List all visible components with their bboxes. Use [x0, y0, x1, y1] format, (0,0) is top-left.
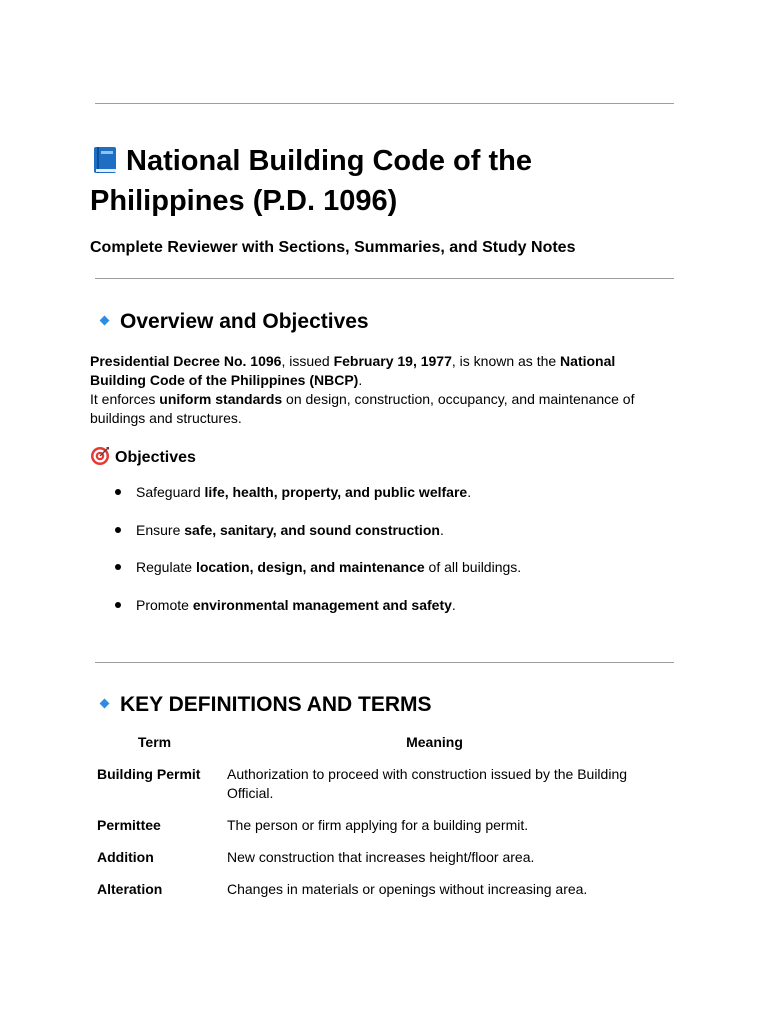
decree-name: Presidential Decree No. 1096 — [90, 353, 282, 369]
horizontal-rule — [95, 103, 674, 104]
column-header-meaning: Meaning — [406, 734, 463, 750]
para-text: , is known as the — [451, 353, 561, 369]
item-text: . — [451, 597, 456, 614]
item-text: of all buildings. — [424, 559, 522, 576]
meaning-cell: The person or firm applying for a building permit. — [227, 817, 529, 833]
definitions-table — [92, 730, 652, 908]
issue-date: February 19, 1977 — [333, 353, 452, 369]
para-text: It enforces — [90, 391, 160, 407]
bullet-dot — [115, 602, 121, 608]
table-row — [92, 812, 652, 844]
item-text: Safeguard — [136, 484, 205, 500]
bullet-dot — [115, 564, 121, 570]
title-text: National Building Code of the Philippines (P.D. 1096) — [90, 145, 532, 217]
item-emphasis: environmental management and safety — [192, 597, 452, 614]
item-text: Regulate — [136, 559, 196, 576]
column-header-term: Term — [137, 734, 172, 750]
term-cell: Building Permit — [97, 766, 201, 782]
table-header-row — [92, 730, 652, 761]
para-text: , issued — [281, 353, 334, 369]
blue-diamond-icon — [100, 699, 110, 709]
section-heading-definitions — [95, 692, 432, 718]
objectives-heading-text: Objectives — [115, 449, 196, 466]
target-icon — [90, 446, 110, 466]
blue-diamond-icon — [100, 316, 110, 326]
meaning-cell: New construction that increases height/floor area. — [227, 849, 535, 865]
item-emphasis: location, design, and maintenance — [195, 559, 425, 576]
term-cell: Permittee — [97, 817, 161, 833]
overview-paragraph — [90, 352, 675, 428]
meaning-cell: Authorization to proceed with construction issued by the Building Official. — [227, 766, 628, 801]
item-text: . — [439, 521, 444, 538]
term-cell: Addition — [97, 849, 154, 865]
section-heading-text: KEY DEFINITIONS AND TERMS — [120, 693, 432, 716]
term-cell: Alteration — [97, 881, 163, 897]
page-title — [90, 141, 650, 221]
item-emphasis: safe, sanitary, and sound construction — [184, 521, 440, 538]
blue-book-icon — [90, 145, 120, 175]
table-row — [92, 876, 652, 908]
para-text: on design, construction, occupancy, and maintenance of buildings and structures. — [90, 391, 635, 426]
bullet-dot — [115, 489, 121, 495]
item-text: Ensure — [136, 521, 185, 538]
item-text: . — [467, 484, 472, 500]
uniform-standards: uniform standards — [159, 391, 283, 407]
list-item — [112, 520, 521, 540]
item-text: Promote — [136, 597, 193, 614]
list-item — [112, 557, 521, 577]
objectives-heading — [90, 446, 196, 469]
horizontal-rule — [95, 662, 674, 663]
list-item — [112, 482, 521, 502]
table-row — [92, 761, 652, 812]
para-text: . — [358, 372, 363, 388]
bullet-dot — [115, 527, 121, 533]
section-heading-text: Overview and Objectives — [120, 310, 369, 333]
horizontal-rule — [95, 278, 674, 279]
objectives-list — [112, 482, 521, 633]
subtitle: Complete Reviewer with Sections, Summaries, and Study Notes — [90, 239, 576, 256]
table-row — [92, 844, 652, 876]
item-emphasis: life, health, property, and public welfare — [204, 484, 468, 500]
list-item — [112, 595, 521, 615]
meaning-cell: Changes in materials or openings without increasing area. — [227, 881, 588, 897]
code-name: National Building Code of the Philippines (NBCP) — [90, 353, 616, 388]
section-heading-overview — [95, 309, 369, 335]
